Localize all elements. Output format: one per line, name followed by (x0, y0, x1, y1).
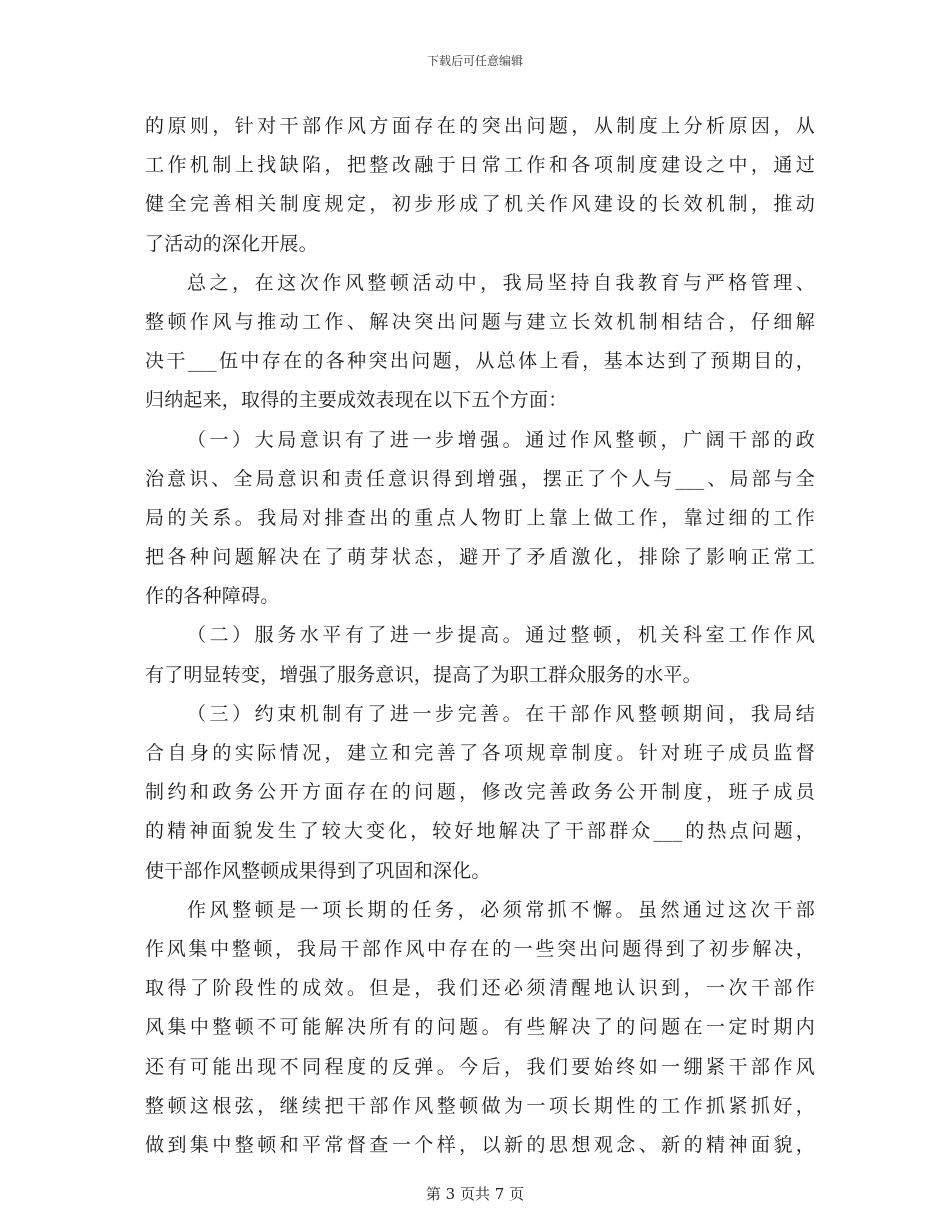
text-line: 取得了阶段性的成效。但是，我们还必须清醒地认识到，一次干部作 (145, 977, 815, 1000)
text-line: 还有可能出现不同程度的反弹。今后，我们要始终如一绷紧干部作风 (145, 1055, 815, 1078)
text-line: 归纳起来，取得的主要成效表现在以下五个方面： (145, 389, 568, 412)
text-line: 工作机制上找缺陷，把整改融于日常工作和各项制度建设之中，通过 (145, 154, 815, 177)
paragraph (145, 891, 815, 1165)
document-body (145, 107, 815, 1165)
text-line: （三）约束机制有了进一步完善。在干部作风整顿期间，我局结 (187, 702, 815, 725)
text-line: 整顿作风与推动工作、解决突出问题与建立长效机制相结合，仔细解 (145, 310, 815, 333)
paragraph (145, 695, 815, 891)
text-line: 的原则，针对干部作风方面存在的突出问题，从制度上分析原因，从 (145, 115, 815, 137)
text-line: 作风整顿是一项长期的任务，必须常抓不懈。虽然通过这次干部 (187, 898, 815, 921)
text-line: 合自身的实际情况，建立和完善了各项规章制度。针对班子成员监督 (145, 742, 815, 764)
text-line: 决干___伍中存在的各种突出问题，从总体上看，基本达到了预期目的， (145, 350, 815, 373)
text-line: 了活动的深化开展。 (145, 232, 318, 255)
page-header: 下载后可任意编辑 (426, 54, 523, 68)
text-line: 制约和政务公开方面存在的问题，修改完善政务公开制度，班子成员 (145, 781, 815, 804)
text-line: 总之，在这次作风整顿活动中，我局坚持自我教育与严格管理、 (187, 271, 815, 294)
text-line: 做到集中整顿和平常督查一个样，以新的思想观念、新的精神面貌， (145, 1133, 815, 1156)
page-number: 第 3 页共 7 页 (425, 1185, 525, 1203)
text-line: 风集中整顿不可能解决所有的问题。有些解决了的问题在一定时期内 (145, 1016, 815, 1039)
text-line: 治意识、全局意识和责任意识得到增强，摆正了个人与___、局部与全 (145, 467, 815, 490)
text-line: 的精神面貌发生了较大变化，较好地解决了干部群众___的热点问题， (145, 820, 815, 843)
text-line: 健全完善相关制度规定，初步形成了机关作风建设的长效机制，推动 (145, 193, 815, 216)
text-line: 把各种问题解决在了萌芽状态，避开了矛盾激化，排除了影响正常工 (145, 546, 815, 569)
text-line: 整顿这根弦，继续把干部作风整顿做为一项长期性的工作抓紧抓好， (145, 1094, 815, 1117)
paragraph (145, 107, 815, 264)
paragraph (145, 264, 815, 421)
text-line: 局的关系。我局对排查出的重点人物盯上靠上做工作，靠过细的工作 (145, 506, 815, 529)
text-line: （二）服务水平有了进一步提高。通过整顿，机关科室工作作风 (187, 624, 815, 647)
text-line: 作的各种障碍。 (145, 585, 280, 608)
text-line: 作风集中整顿，我局干部作风中存在的一些突出问题得到了初步解决， (145, 937, 815, 960)
paragraph (145, 616, 815, 694)
text-line: 使干部作风整顿成果得到了巩固和深化。 (145, 859, 491, 882)
text-line: 有了明显转变，增强了服务意识，提高了为职工群众服务的水平。 (145, 663, 702, 686)
text-line: （一）大局意识有了进一步增强。通过作风整顿，广阔干部的政 (187, 428, 815, 451)
paragraph (145, 421, 815, 617)
